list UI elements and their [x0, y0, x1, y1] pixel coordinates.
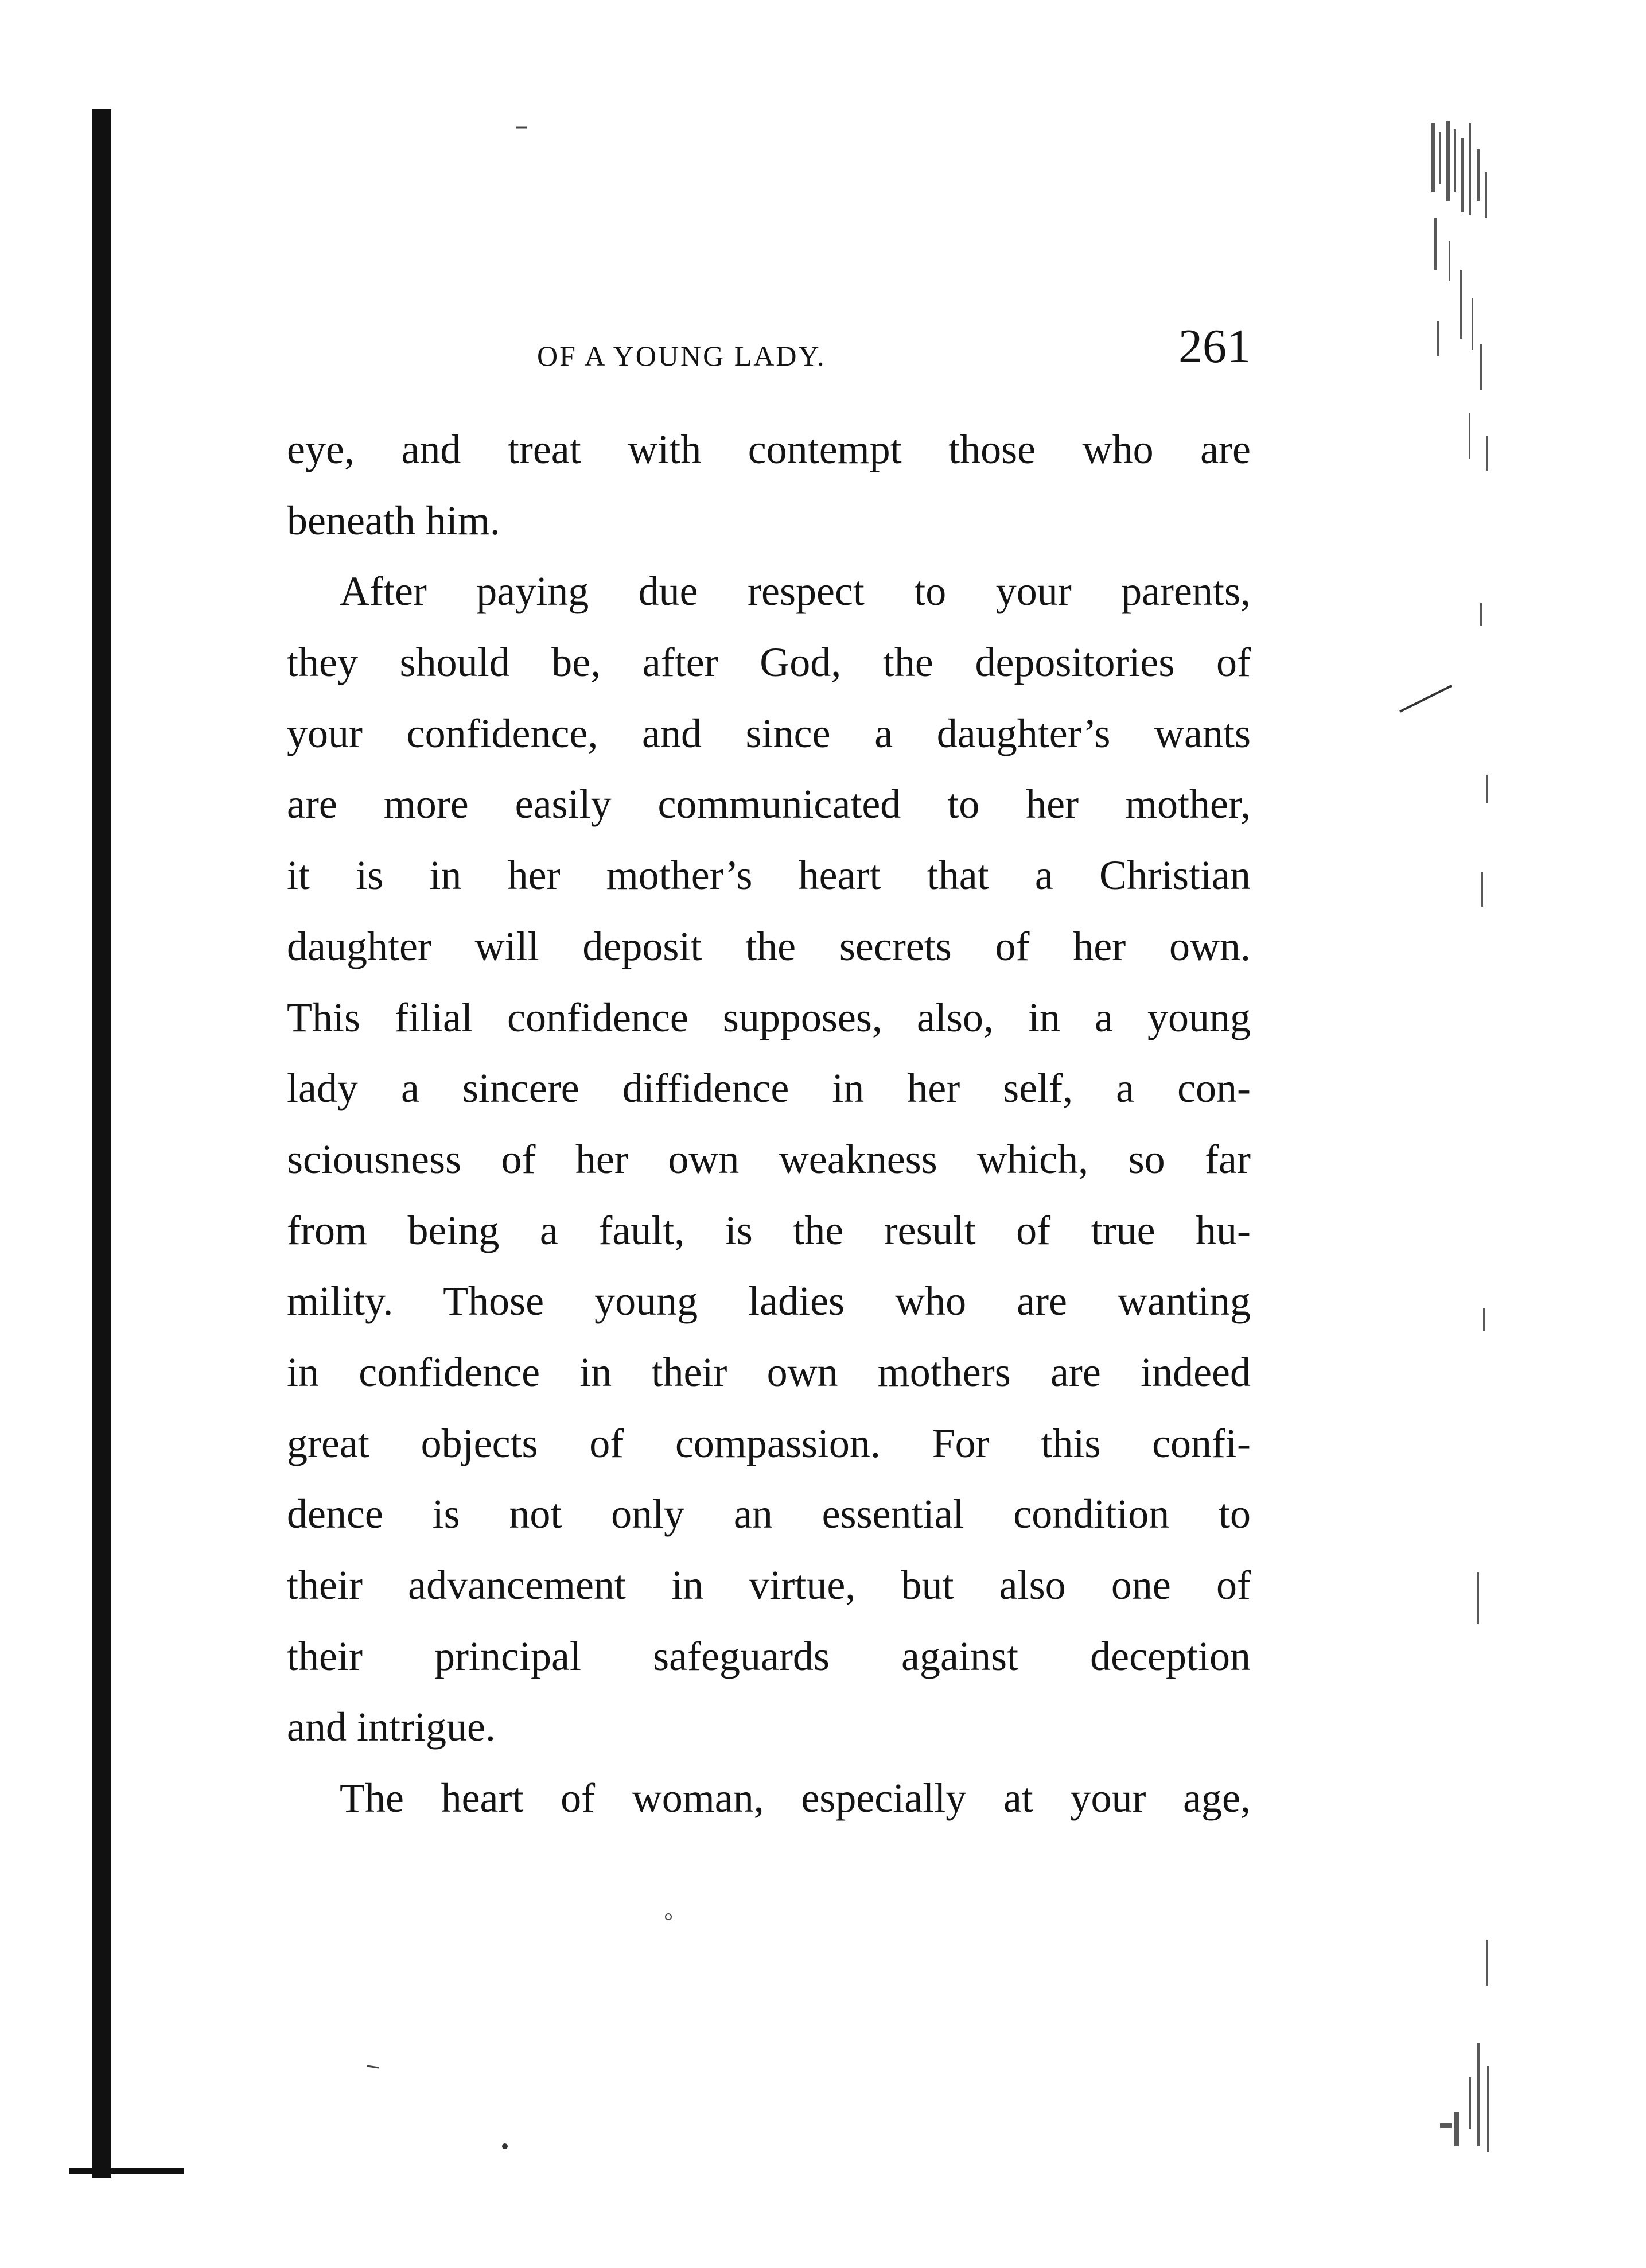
text-line: beneath him. — [287, 497, 500, 543]
text-line: daughter will deposit the secrets of her own. — [287, 923, 1251, 969]
text-line: their principal safeguards against deception — [287, 1633, 1251, 1679]
text-line: it is in her mother’s heart that a Christian — [287, 852, 1251, 899]
page-header — [287, 319, 1251, 387]
body-text — [287, 414, 1251, 1834]
text-line: from being a fault, is the result of true hu- — [287, 1207, 1251, 1253]
text-line: The heart of woman, especially at your age, — [340, 1775, 1251, 1822]
text-line: This filial confidence supposes, also, in a young — [287, 994, 1251, 1040]
page-edge-bottom — [69, 2168, 184, 2174]
text-line: their advancement in virtue, but also one of — [287, 1562, 1251, 1608]
text-line: and intrigue. — [287, 1704, 496, 1750]
running-head: OF A YOUNG LADY. — [537, 340, 826, 372]
text-line: eye, and treat with contempt those who are — [287, 426, 1251, 472]
text-line: After paying due respect to your parents, — [340, 568, 1251, 615]
text-line: mility. Those young ladies who are wanting — [287, 1278, 1251, 1325]
page-number: 261 — [1178, 320, 1251, 373]
text-line: in confidence in their own mothers are indeed — [287, 1349, 1251, 1395]
text-line: your confidence, and since a daughter’s wants — [287, 710, 1251, 756]
text-line: are more easily communicated to her mother, — [287, 781, 1251, 828]
text-line: dence is not only an essential condition to — [287, 1491, 1251, 1537]
text-line: sciousness of her own weakness which, so far — [287, 1136, 1251, 1182]
text-line: they should be, after God, the depositories of — [287, 639, 1251, 686]
page-edge-left — [92, 109, 111, 2178]
text-line: great objects of compassion. For this confi- — [287, 1420, 1251, 1466]
text-line: lady a sincere diffidence in her self, a con- — [287, 1065, 1251, 1112]
